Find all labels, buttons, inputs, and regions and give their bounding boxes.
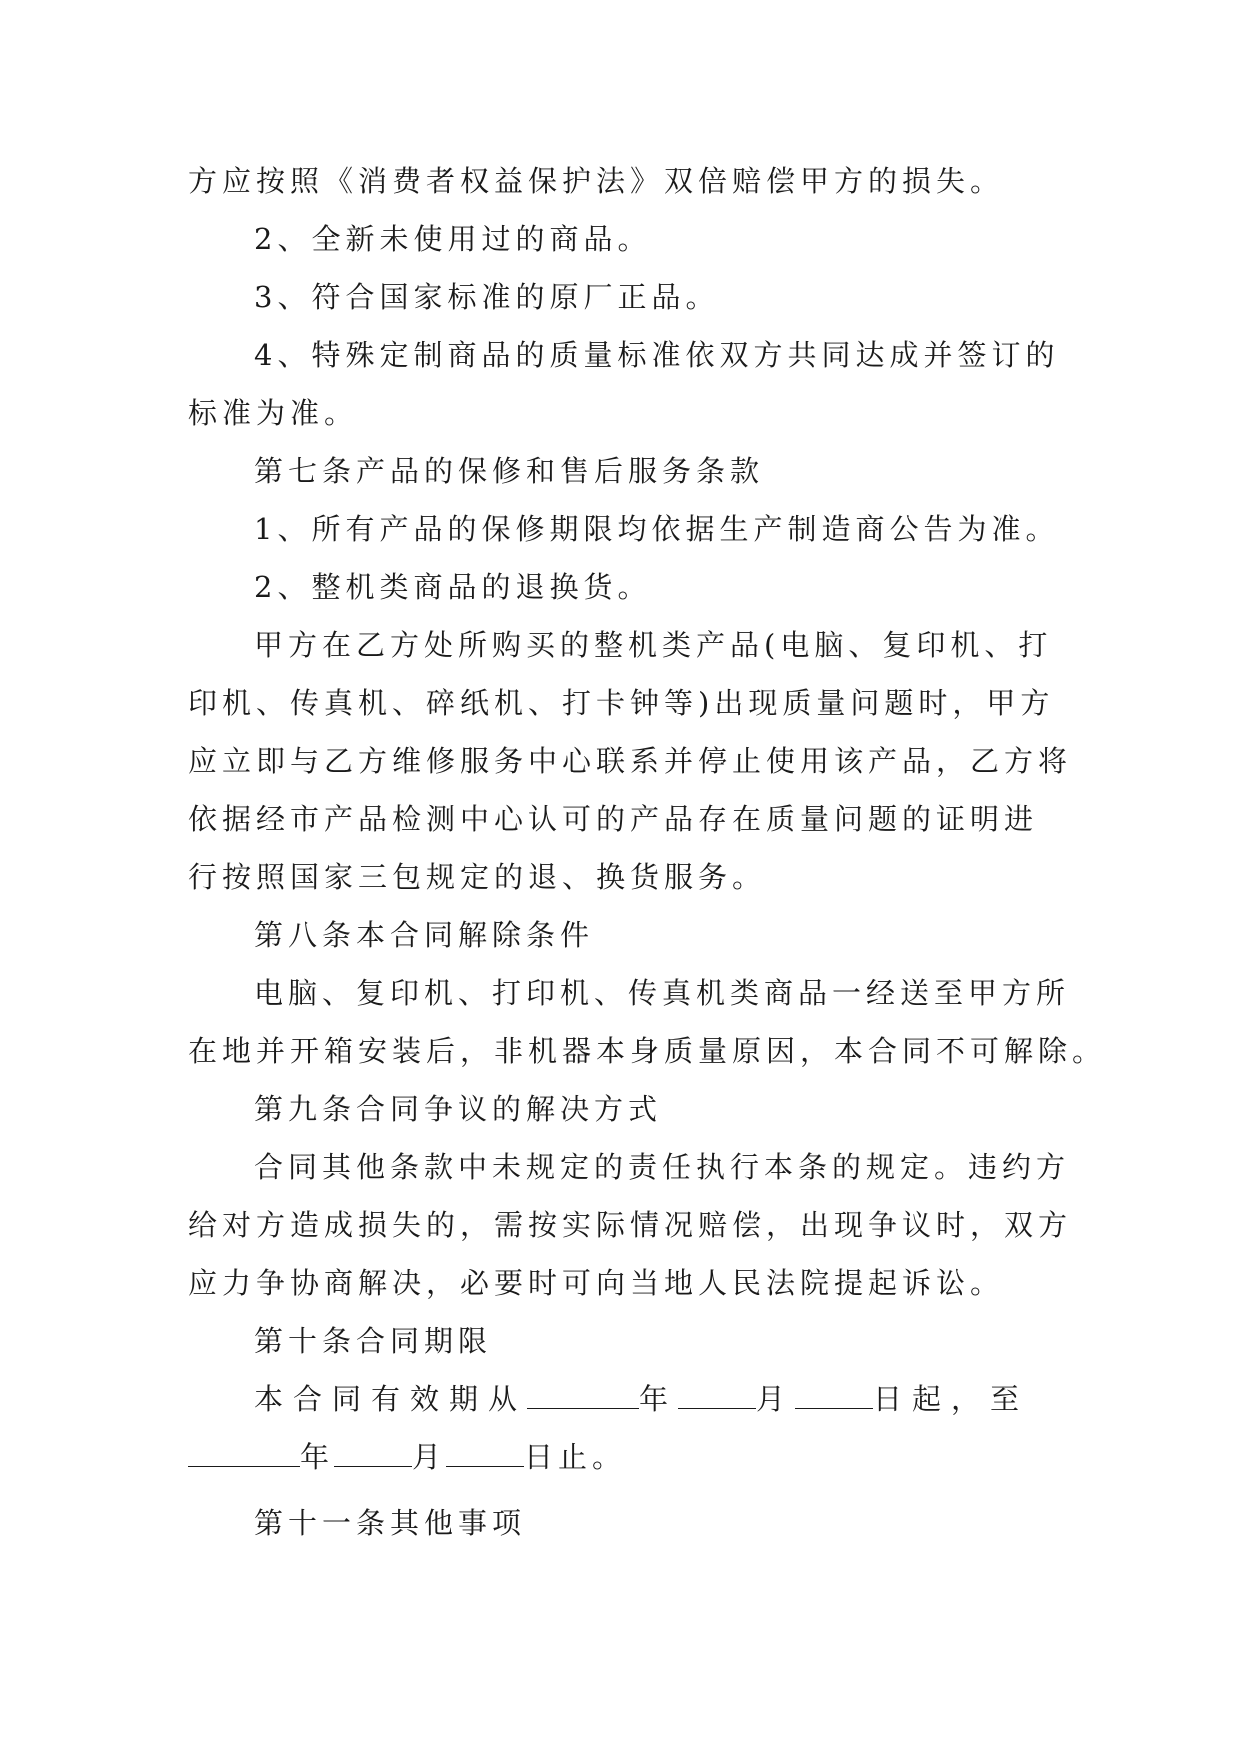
text-line: 应力争协商解决，必要时可向当地人民法院提起诉讼。 bbox=[188, 1266, 1005, 1300]
text-line: 合同其他条款中未规定的责任执行本条的规定。违约方 bbox=[254, 1150, 1071, 1184]
document-page bbox=[188, 152, 1107, 1552]
text-line: 依据经市产品检测中心认可的产品存在质量问题的证明进 bbox=[188, 802, 1039, 836]
period-from-label: 日起，至 bbox=[873, 1382, 1030, 1416]
text-line: 甲方在乙方处所购买的整机类产品(电脑、复印机、打 bbox=[254, 628, 1053, 662]
end-year-blank[interactable] bbox=[188, 1442, 300, 1467]
text-line: 方应按照《消费者权益保护法》双倍赔偿甲方的损失。 bbox=[188, 164, 1005, 198]
text-line: 应立即与乙方维修服务中心联系并停止使用该产品，乙方将 bbox=[188, 744, 1073, 778]
document-body bbox=[188, 152, 1107, 1370]
start-month-blank[interactable] bbox=[678, 1384, 756, 1409]
text-line: 印机、传真机、碎纸机、打卡钟等)出现质量问题时，甲方 bbox=[188, 686, 1055, 720]
text-line: 行按照国家三包规定的退、换货服务。 bbox=[188, 860, 767, 894]
period-month-label-2: 月 bbox=[412, 1440, 447, 1474]
period-year-label-2: 年 bbox=[300, 1440, 335, 1474]
text-line: 在地并开箱安装后，非机器本身质量原因，本合同不可解除。 bbox=[188, 1034, 1107, 1068]
text-line: 2、整机类商品的退换货。 bbox=[254, 570, 652, 604]
text-line: 标准为准。 bbox=[188, 396, 359, 430]
end-day-blank[interactable] bbox=[446, 1442, 524, 1467]
period-prefix: 本合同有效期从 bbox=[254, 1382, 528, 1416]
start-day-blank[interactable] bbox=[795, 1384, 873, 1409]
text-line: 3、符合国家标准的原厂正品。 bbox=[254, 280, 720, 314]
text-line: 第七条产品的保修和售后服务条款 bbox=[254, 454, 765, 488]
period-to-label: 日止。 bbox=[524, 1440, 627, 1474]
text-line: 2、全新未使用过的商品。 bbox=[254, 222, 652, 256]
text-line: 第八条本合同解除条件 bbox=[254, 918, 595, 952]
section-heading-11: 第十一条其他事项 bbox=[254, 1506, 527, 1540]
period-year-label: 年 bbox=[639, 1382, 679, 1416]
text-line: 1、所有产品的保修期限均依据生产制造商公告为准。 bbox=[254, 512, 1060, 546]
contract-period-line-2 bbox=[188, 1428, 1054, 1486]
end-month-blank[interactable] bbox=[334, 1442, 412, 1467]
start-year-blank[interactable] bbox=[527, 1384, 639, 1409]
contract-period-line-1 bbox=[188, 1370, 1054, 1428]
text-line: 第九条合同争议的解决方式 bbox=[254, 1092, 663, 1126]
text-line: 给对方造成损失的，需按实际情况赔偿，出现争议时，双方 bbox=[188, 1208, 1073, 1242]
period-month-label: 月 bbox=[756, 1382, 796, 1416]
text-line: 4、特殊定制商品的质量标准依双方共同达成并签订的 bbox=[254, 338, 1060, 372]
text-line: 第十条合同期限 bbox=[254, 1324, 493, 1358]
text-line: 电脑、复印机、打印机、传真机类商品一经送至甲方所 bbox=[254, 976, 1071, 1010]
